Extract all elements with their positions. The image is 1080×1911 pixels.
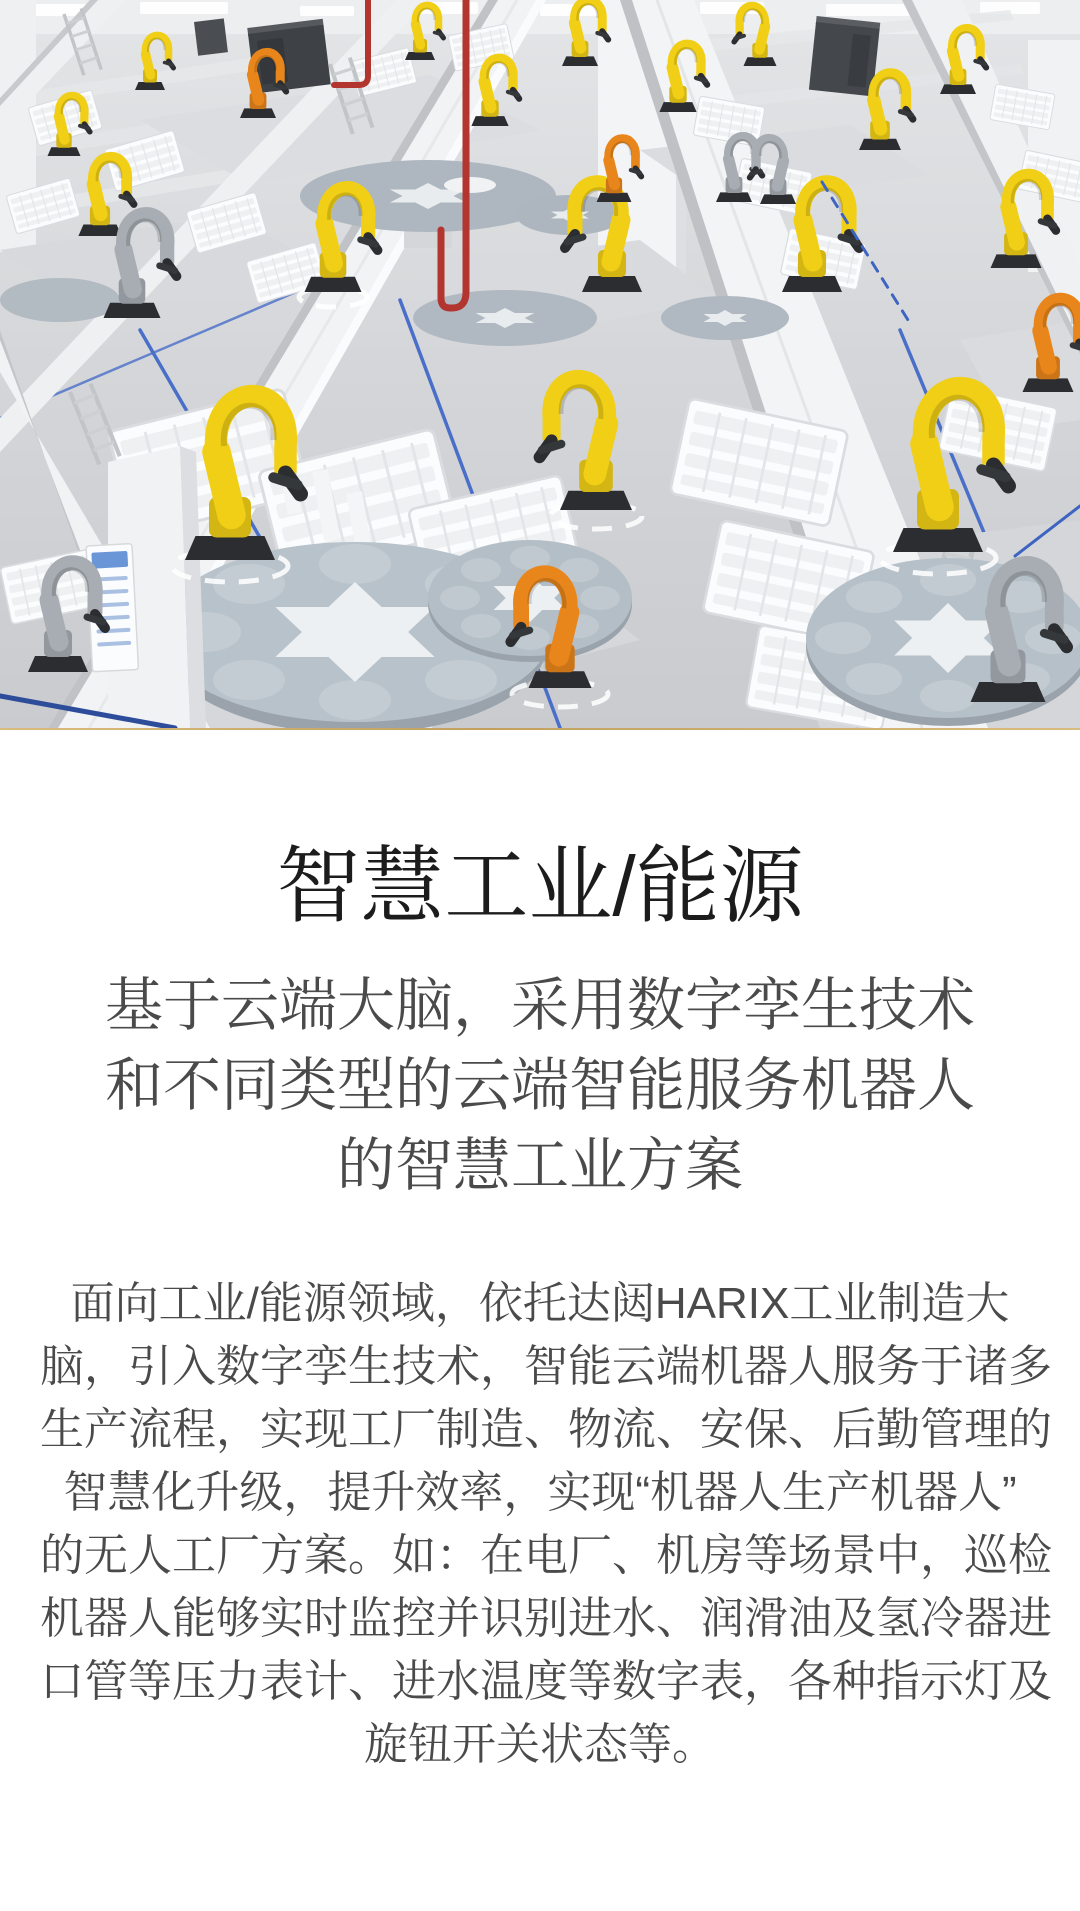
description-line: 脑，引入数字孪生技术，智能云端机器人服务于诸多 (40, 1342, 1052, 1391)
description-line: 面向工业/能源领域，依托达闼HARIX工业制造大 (70, 1279, 1010, 1328)
hero-progress-line (0, 728, 1080, 730)
description-line: 智慧化升级，提升效率，实现“机器人生产机器人” (63, 1468, 1017, 1517)
subtitle-line: 和不同类型的云端智能服务机器人 (104, 1053, 975, 1118)
page-title: 智慧工业/能源 (276, 839, 804, 933)
description-line: 生产流程，实现工厂制造、物流、安保、后勤管理的 (40, 1405, 1052, 1454)
subtitle-line: 基于云端大脑，采用数字孪生技术 (104, 973, 975, 1038)
description-line: 的无人工厂方案。如：在电厂、机房等场景中，巡检 (40, 1531, 1052, 1580)
subtitle (40, 966, 1040, 1206)
subtitle-line: 的智慧工业方案 (336, 1133, 743, 1198)
description-paragraph (40, 1272, 1052, 1776)
description-line: 机器人能够实时监控并识别进水、润滑油及氢冷器进 (40, 1594, 1052, 1643)
factory-hero-image (0, 0, 1080, 730)
description-line: 口管等压力表计、进水温度等数字表，各种指示灯及 (40, 1657, 1052, 1706)
description-line: 旋钮开关状态等。 (364, 1720, 716, 1769)
factory-scene (0, 0, 1080, 728)
